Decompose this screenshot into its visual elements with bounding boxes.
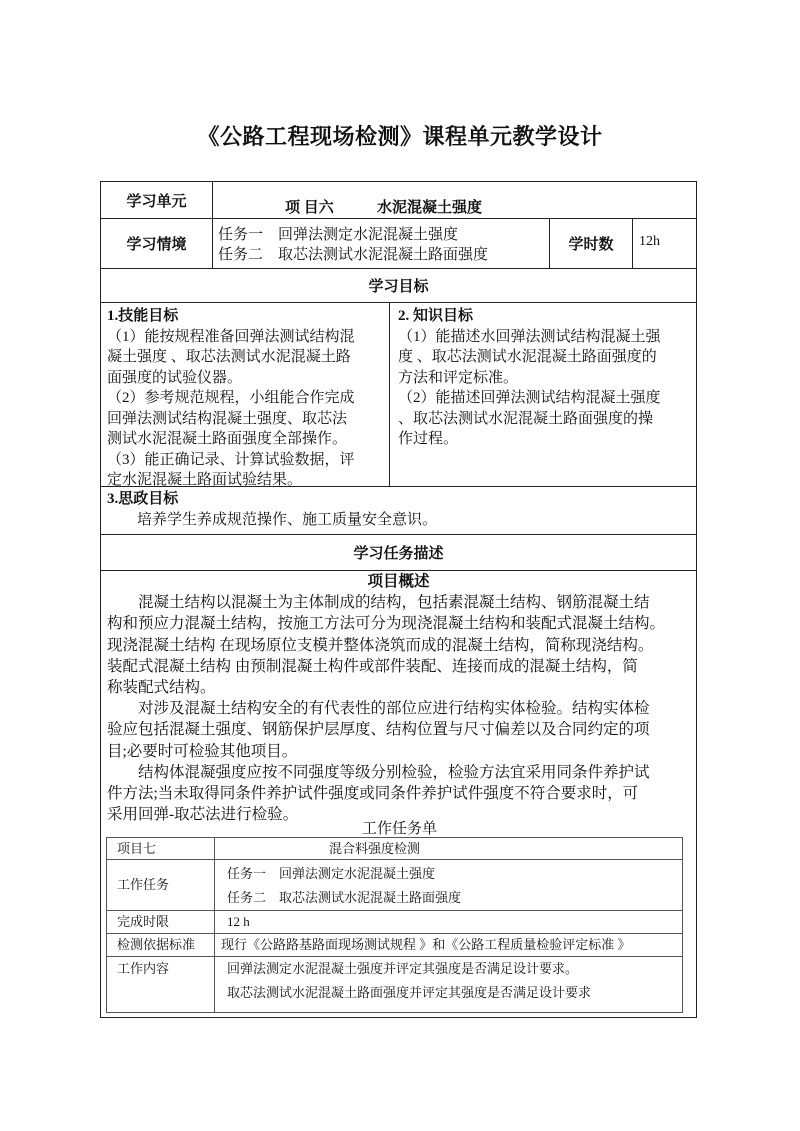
unit-prefix: 项 目六 xyxy=(285,200,334,216)
text-line: 方法和评定标准。 xyxy=(398,369,519,386)
worksheet-label xyxy=(106,837,215,860)
knowledge-objectives xyxy=(389,302,697,487)
worksheet-label xyxy=(106,956,215,1013)
text-line: 件方法;当未取得同条件养护试件强度或同条件养护试件强度不符合要求时，可 xyxy=(107,785,639,803)
description-header: 学习任务描述 xyxy=(100,534,697,571)
worksheet-value-text: 任务二 取芯法测试水泥混凝土路面强度 xyxy=(227,890,462,905)
text-line: （2）能描述回弹法测试结构混凝土强度 xyxy=(398,390,661,406)
text-line: 现浇混凝土结构 在现场原位支模并整体浇筑而成的混凝土结构，简称现浇结构。 xyxy=(107,636,654,654)
text-line: 、取芯法测试水泥混凝土路面强度的操 xyxy=(398,410,654,427)
text-line: （3）能正确记录、计算试验数据，评 xyxy=(107,451,355,468)
page-title: 《公路工程现场检测》课程单元教学设计 xyxy=(197,124,603,149)
text-line: 回弹法测试结构混凝土强度、取芯法 xyxy=(107,410,348,427)
text-line: 度 、取芯法测试水泥混凝土路面强度的 xyxy=(398,349,657,365)
context-task: 任务一 回弹法测定水泥混凝土强度 xyxy=(218,227,459,243)
unit-value-cell xyxy=(212,181,697,219)
worksheet-value-text: 任务一 回弹法测定水泥混凝土强度 xyxy=(227,866,436,881)
unit-label: 学习单元 xyxy=(100,181,213,219)
hours-value: 12h xyxy=(632,218,697,269)
worksheet-label xyxy=(106,859,215,911)
worksheet-label-text: 工作任务 xyxy=(117,877,170,892)
text-line: 凝土强度 、取芯法测试水泥混凝土路 xyxy=(107,349,351,365)
text-line: （1）能按规程准备回弹法测试结构混 xyxy=(107,328,355,345)
skill-title: 1.技能目标 xyxy=(107,308,179,324)
worksheet-label-text: 项目七 xyxy=(117,840,157,856)
ideology-title: 3.思政目标 xyxy=(107,491,179,507)
worksheet-value-text: 混合料强度检测 xyxy=(329,841,421,856)
overview-title: 项目概述 xyxy=(367,573,430,590)
knowledge-title: 2. 知识目标 xyxy=(398,308,474,324)
text-line: 采用回弹-取芯法进行检验。 xyxy=(107,806,299,824)
text-line: 装配式混凝土结构 由预制混凝土构件或部件装配、连接而成的混凝土结构，简 xyxy=(107,657,638,675)
worksheet-value-text: 取芯法测试水泥混凝土路面强度并评定其强度是否满足设计要求 xyxy=(227,985,592,1000)
worksheet-title: 工作任务单 xyxy=(361,821,437,837)
worksheet-value xyxy=(214,910,683,934)
worksheet-value xyxy=(214,933,683,957)
text-line: 称装配式结构。 xyxy=(107,679,216,697)
worksheet-value xyxy=(214,837,683,860)
worksheet-value xyxy=(214,859,683,911)
text-line: 面强度的试验仪器。 xyxy=(107,369,243,386)
text-line: 构和预应力混凝土结构，按施工方法可分为现浇混凝土结构和装配式混凝土结构。 xyxy=(107,615,666,633)
text-line: 测试水泥混凝土路面强度全部操作。 xyxy=(107,431,348,447)
worksheet-label-text: 检测依据标准 xyxy=(117,937,196,952)
text-line: 结构体混凝强度应按不同强度等级分别检验，检验方法宜采用同条件养护试 xyxy=(107,763,650,781)
context-task: 任务二 取芯法测试水泥混凝土路面强度 xyxy=(218,247,489,263)
text-line: 目;必要时可检验其他项目。 xyxy=(107,742,298,760)
context-tasks xyxy=(212,218,550,269)
worksheet-value xyxy=(214,956,683,1013)
skill-objectives xyxy=(100,302,390,487)
worksheet-label xyxy=(106,910,215,934)
text-line: 对涉及混凝土结构安全的有代表性的部位应进行结构实体检验。结构实体检 xyxy=(107,700,650,718)
unit-value: 水泥混凝土强度 xyxy=(377,200,483,216)
ideology-objectives xyxy=(100,486,697,535)
worksheet-value-text: 现行《公路路基路面现场测试规程 》和《公路工程质量检验评定标准 》 xyxy=(221,937,631,952)
worksheet-label xyxy=(106,933,215,957)
hours-label: 学时数 xyxy=(549,218,633,269)
worksheet-value-text: 12 h xyxy=(227,914,250,929)
text-line: 作过程。 xyxy=(398,431,459,447)
worksheet-label-text: 工作内容 xyxy=(117,961,170,976)
text-line: 定水泥混凝土路面试验结果。 xyxy=(107,472,303,488)
objectives-header: 学习目标 xyxy=(100,268,697,303)
text-line: 验应包括混凝土强度、钢筋保护层厚度、结构位置与尺寸偏差以及合同约定的项 xyxy=(107,721,650,739)
worksheet-label-text: 完成时限 xyxy=(117,914,170,929)
worksheet-value-text: 回弹法测定水泥混凝土强度并评定其强度是否满足设计要求。 xyxy=(227,961,579,976)
text-line: 混凝土结构以混凝土为主体制成的结构，包括素混凝土结构、钢筋混凝土结 xyxy=(107,594,650,612)
text-line: （1）能描述水回弹法测试结构混凝土强 xyxy=(398,328,661,345)
text-line: （2）参考规范规程，小组能合作完成 xyxy=(107,390,355,406)
ideology-text: 培养学生养成规范操作、施工质量安全意识。 xyxy=(137,511,438,528)
context-label: 学习情境 xyxy=(100,218,213,269)
